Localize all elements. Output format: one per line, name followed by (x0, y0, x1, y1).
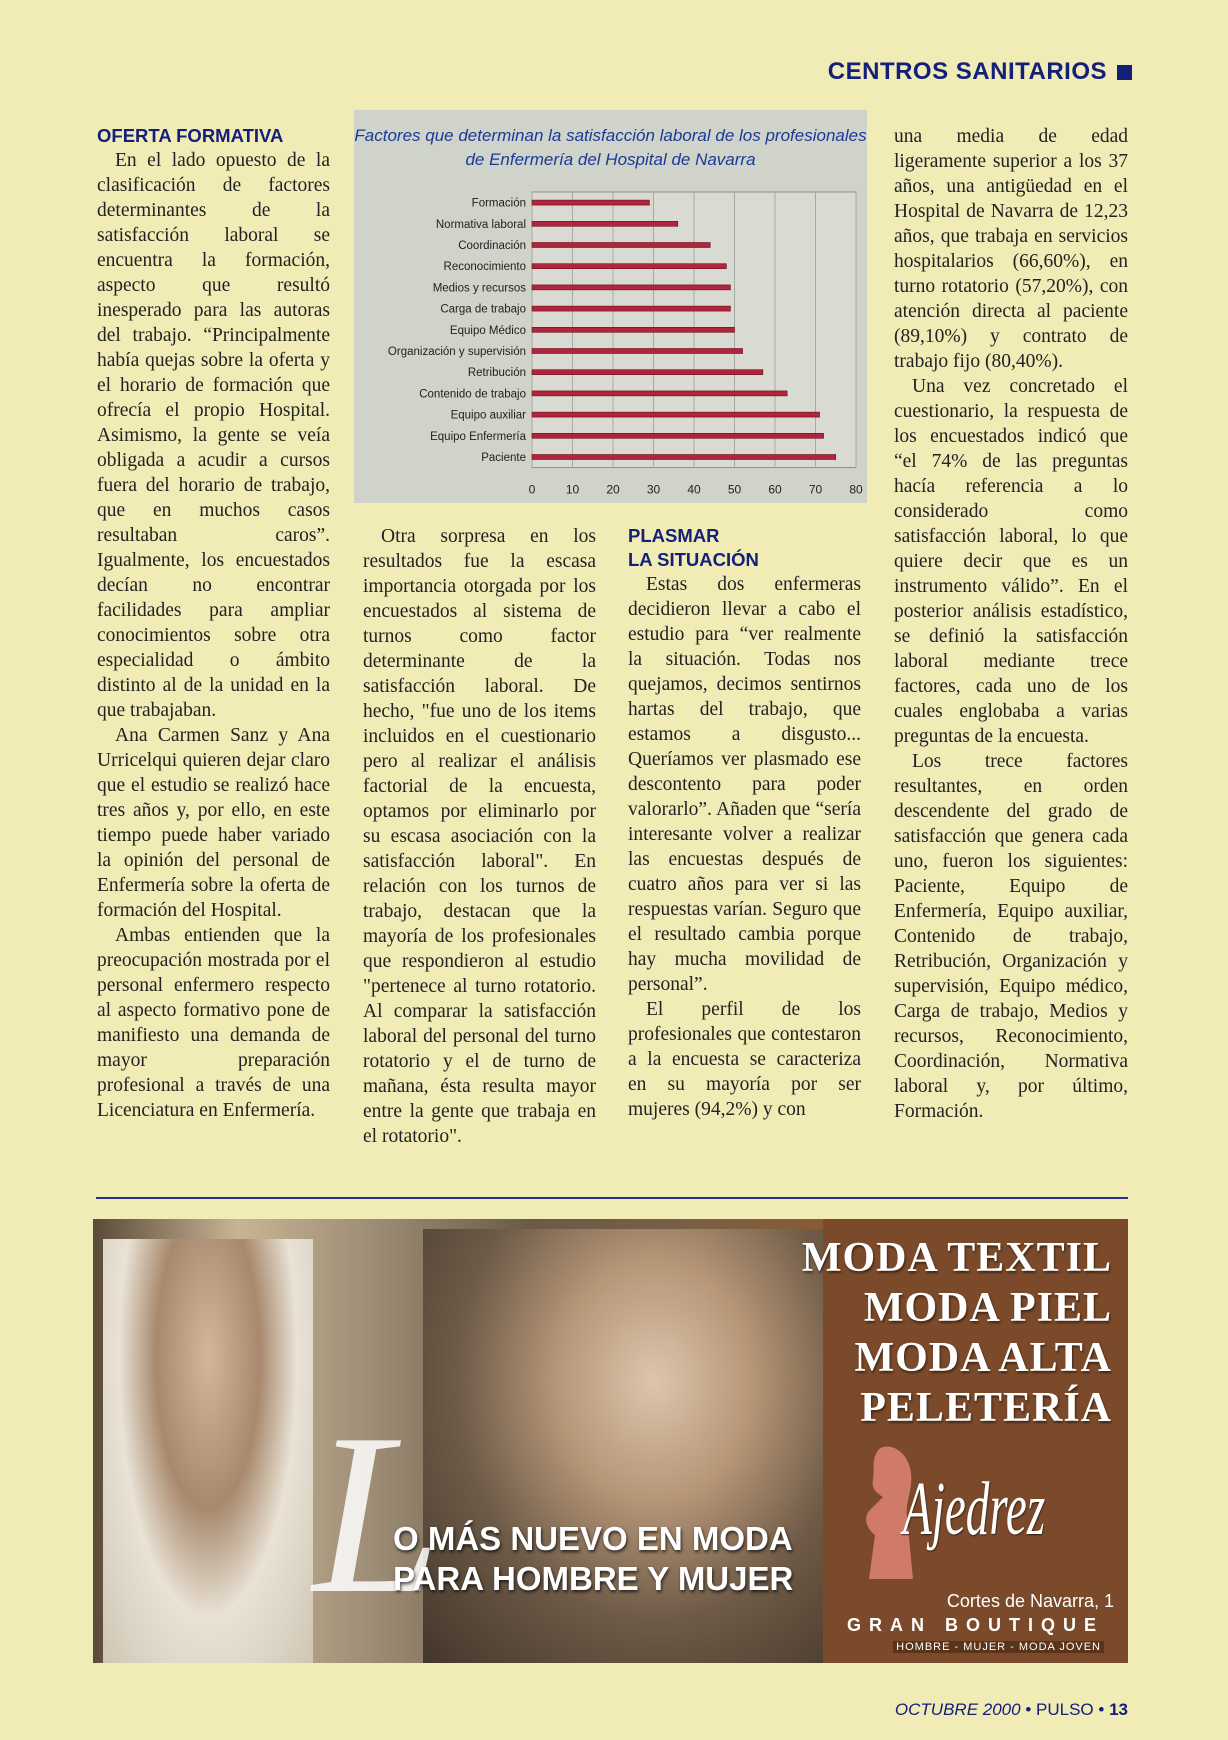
paragraph: una media de edad ligeramente superior a los 37 años, una antigüedad en el Hospital de Navarra de 12,23 años, que trabaja en servicios hospitalarios (66,60%), en turno rotatorio (57,20%), con atención directa al paciente (89,10%) y contrato de trabajo fijo (80,40%). (894, 126, 1128, 372)
bar (532, 412, 820, 417)
category-label: Paciente (481, 452, 526, 464)
bar-chart (354, 110, 867, 503)
bar (532, 455, 836, 460)
column-oferta-formativa (97, 124, 330, 1123)
bar (532, 349, 743, 354)
x-tick-label: 80 (849, 482, 863, 497)
bullet-icon: • (1025, 1700, 1037, 1719)
paragraph: Los trece factores resultantes, en orden descendente del grado de satisfacción que genera cada uno, fueron los siguientes: Paciente, Equipo de Enfermería, Equipo auxiliar, Contenido de trabajo, Retribución, Organización y supervisión, Equipo médico, Carga de trabajo, Medios y recursos, Reconocimiento, Coordinación, Normativa laboral y, por último, Formación. (894, 751, 1128, 1122)
bar (532, 391, 787, 396)
category-label: Equipo Enfermería (430, 430, 526, 443)
chart-satisfaccion (354, 110, 867, 503)
paragraph: Ana Carmen Sanz y Ana Urricelqui quieren dejar claro que el estudio se realizó hace tres años y, por ello, en este tiempo puede haber variado la opinión del personal de Enfermería sobre la oferta de formación del Hospital. (97, 725, 330, 921)
x-tick-label: 40 (687, 482, 701, 497)
x-tick-label: 20 (606, 482, 620, 497)
paragraph: Una vez concretado el cuestionario, la respuesta de los encuestados indicó que “el 74% de las preguntas hacía referencia a lo considerado como satisfacción laboral, lo que quiere decir que es un instrumento válido”. En el posterior análisis estadístico, se definió la satisfacción laboral mediante trece factores, cada uno de los cuales englobaba a varias preguntas de la encuesta. (894, 376, 1128, 747)
section-heading-plasmar (628, 524, 861, 572)
bar (532, 264, 726, 269)
ad-slogan (393, 1519, 793, 1599)
category-label: Organización y supervisión (387, 346, 526, 358)
category-label: Carga de trabajo (440, 303, 526, 316)
ad-line: PELETERÍA (860, 1385, 1112, 1431)
magazine-name: PULSO (1036, 1700, 1094, 1719)
category-label: Reconocimiento (443, 261, 526, 274)
page-number: 13 (1109, 1700, 1128, 1719)
category-label: Formación (471, 197, 526, 210)
column-perfil (894, 124, 1128, 1124)
ad-category-list (802, 1233, 1112, 1433)
paragraph: Otra sorpresa en los resultados fue la escasa importancia otorgada por los encuestados al sistema de turnos como factor determinante de la satisfacción laboral. De hecho, "fue uno de los items incluidos en el cuestionario pero al realizar el análisis factorial de la encuesta, optamos por eliminarlo por su escasa asociación con la satisfacción laboral". En relación con los turnos de trabajo, destacan que la mayoría de los profesionales que respondieron al estudio "pertenece al turno rotatorio. Al comparar la satisfacción laboral del personal del turno rotatorio y el de turno de mañana, ésta resulta mayor entre la gente que trabaja en el rotatorio". (363, 526, 596, 1147)
category-label: Normativa laboral (435, 218, 526, 231)
section-heading-oferta: OFERTA FORMATIVA (97, 125, 284, 146)
heading-line: LA SITUACIÓN (628, 549, 759, 570)
square-bullet-icon (1117, 65, 1132, 80)
bar (532, 221, 678, 226)
heading-line: PLASMAR (628, 525, 720, 546)
bar (532, 433, 824, 438)
ad-tagline: HOMBRE - MUJER - MODA JOVEN (893, 1641, 1104, 1653)
x-tick-label: 10 (565, 482, 580, 497)
ad-line: MODA ALTA (854, 1335, 1112, 1381)
x-tick-label: 50 (727, 482, 742, 497)
divider (96, 1197, 1128, 1199)
model-photo-man (103, 1239, 313, 1663)
ad-address: Cortes de Navarra, 1 (946, 1591, 1114, 1611)
category-label: Contenido de trabajo (419, 388, 526, 401)
x-tick-label: 0 (528, 482, 536, 497)
category-label: Equipo auxiliar (450, 409, 526, 422)
issue-date: OCTUBRE 2000 (894, 1700, 1021, 1719)
advertisement-ajedrez (93, 1219, 1128, 1663)
page-footer (895, 1700, 1128, 1720)
paragraph: El perfil de los profesionales que contestaron a la encuesta se caracteriza en su mayoría por ser mujeres (94,2%) y con (628, 999, 861, 1120)
ad-initial-letter: L (313, 1386, 441, 1641)
bar (532, 200, 649, 205)
slogan-line: PARA HOMBRE Y MUJER (393, 1560, 794, 1597)
section-title: CENTROS SANITARIOS (827, 58, 1107, 85)
bar (532, 370, 763, 375)
column-plasmar (628, 524, 861, 1122)
bullet-icon: • (1098, 1700, 1110, 1719)
x-tick-label: 30 (646, 482, 661, 497)
paragraph: En el lado opuesto de la clasificación de factores determinantes de la satisfacción laboral se encuentra la formación, aspecto que resultó inesperado para las autoras del trabajo. “Principalmente había quejas sobre la oferta y el horario de formación que ofrecía el propio Hospital. Asimismo, la gente se veía obligada a acudir a cursos fuera del horario de trabajo, que en muchos casos resultaban caros”. Igualmente, los encuestados decían no encontrar facilidades para ampliar conocimientos sobre otra especialidad o ámbito distinto al de la unidad en la que trabajaban. (97, 150, 330, 721)
paragraph: Estas dos enfermeras decidieron llevar a cabo el estudio para “ver realmente la situación. Todas nos quejamos, decimos sentirnos hartas del trabajo, que estamos a disgusto... Queríamos ver plasmado ese descontento para poder valorarlo”. Añaden que “sería interesante volver a realizar las encuestas después de cuatro años para ver si las respuestas varían. Seguro que el resultado cambia porque hay mucha movilidad de personal”. (628, 574, 861, 995)
column-turnos (363, 524, 596, 1149)
ad-line: MODA PIEL (863, 1285, 1112, 1331)
bar (532, 285, 730, 290)
slogan-line: O MÁS NUEVO EN MODA (393, 1520, 793, 1557)
category-label: Retribución (467, 367, 526, 380)
category-label: Equipo Médico (449, 324, 526, 337)
bar (532, 306, 730, 311)
ad-line: MODA TEXTIL (801, 1235, 1112, 1281)
paragraph: Ambas entienden que la preocupación mostrada por el personal enfermero respecto al aspecto formativo pone de manifiesto una demanda de mayor preparación profesional a través de una Licenciatura en Enfermería. (97, 925, 330, 1121)
x-tick-label: 70 (808, 482, 823, 497)
bar (532, 327, 735, 332)
category-label: Coordinación (458, 240, 526, 252)
bar (532, 243, 710, 248)
section-header (828, 58, 1132, 86)
x-tick-label: 60 (768, 482, 782, 497)
ad-brand-name: Ajedrez (903, 1467, 1046, 1551)
ad-boutique: GRAN BOUTIQUE (847, 1615, 1104, 1635)
chart-title: Factores que determinan la satisfacción laboral de los profesionales de Enfermería del Hospital de Navarra (354, 126, 867, 169)
category-label: Medios y recursos (432, 282, 526, 295)
